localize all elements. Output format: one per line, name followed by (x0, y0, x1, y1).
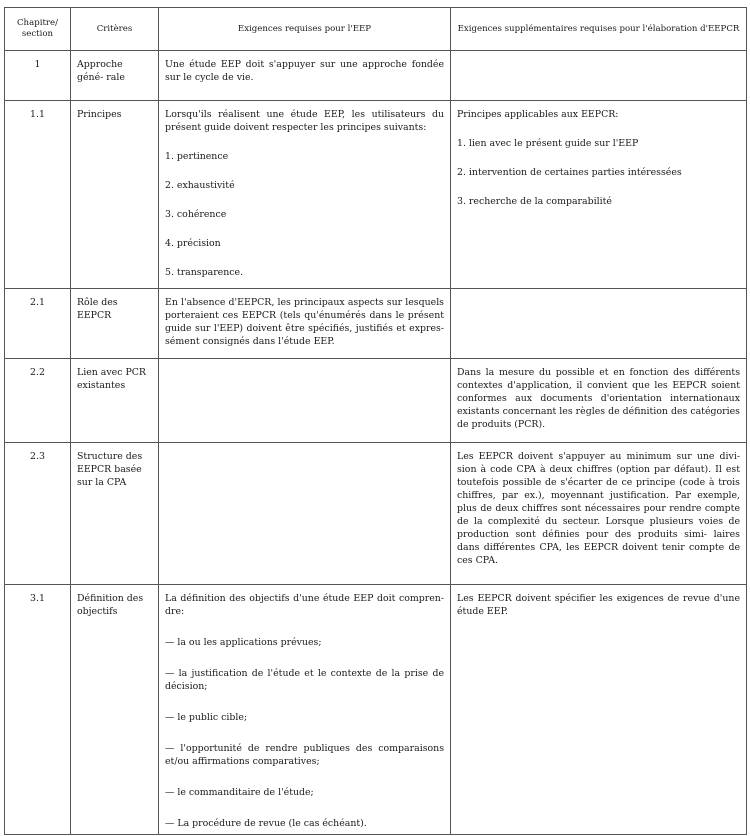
eep-text: Une étude EEP doit s'appuyer sur une approche fondée sur le cycle de vie. (165, 59, 444, 83)
header-eep: Exigences requises pour l'EEP (159, 8, 451, 51)
row-eepcr (451, 289, 747, 359)
list-item: 1. pertinence (165, 151, 229, 162)
row-number: 3.1 (5, 585, 71, 835)
list-item: 3. recherche de la comparabilité (457, 196, 612, 207)
row-eep (159, 51, 451, 101)
eep-text: La définition des objectifs d'une étude EEP doit compren- dre: (165, 593, 444, 617)
row-critere: Approche géné- rale (71, 51, 159, 101)
list-item: — l'opportunité de rendre publiques des comparaisons et/ou affirmations comparatives; (165, 743, 444, 767)
eepcr-text: Les EEPCR doivent s'appuyer au minimum sur une divi- sion à code CPA à deux chiffres (option par défaut). Il est toutefois possible de s'écarter de ce principe (code à trois chiffres, par ex.), moyennant justification. Par exemple, plus de deux chiffres sont nécessaires pour rendre compte de la complexité du secteur. Lorsque plusieurs voies de production sont définies pour des produits simi- laires dans différentes CPA, les EEPCR doivent tenir compte de ces CPA. (457, 451, 740, 566)
list-item: — le public cible; (165, 712, 248, 723)
eep-text: En l'absence d'EEPCR, les principaux aspects sur lesquels porteraient ces EEPCR (tels qu'énumérés dans le présent guide sur l'EEP) doivent être spécifiés, justifiés et expres- sément consignés dans l'étude EEP. (165, 297, 444, 347)
list-item: — la ou les applications prévues; (165, 637, 322, 648)
row-eepcr (451, 51, 747, 101)
row-critere: Principes (71, 101, 159, 289)
row-critere: Lien avec PCR existantes (71, 359, 159, 443)
row-eepcr (451, 101, 747, 289)
list-item: 2. intervention de certaines parties intéressées (457, 167, 682, 178)
row-eepcr (451, 359, 747, 443)
requirements-table (4, 7, 747, 835)
list-item: — le commanditaire de l'étude; (165, 787, 314, 798)
header-eepcr: Exigences supplémentaires requises pour l'élaboration d'EEPCR (451, 8, 747, 51)
table-row (5, 359, 747, 443)
list-item: 4. précision (165, 238, 221, 249)
row-critere: Rôle des EEPCR (71, 289, 159, 359)
eepcr-text: Les EEPCR doivent spécifier les exigences de revue d'une étude EEP. (457, 593, 740, 617)
list-item: 5. transparence. (165, 267, 244, 278)
row-eepcr (451, 443, 747, 585)
list-item: — La procédure de revue (le cas échéant). (165, 818, 367, 829)
table-row (5, 585, 747, 835)
list-item: 2. exhaustivité (165, 180, 235, 191)
table-row (5, 101, 747, 289)
list-item: 1. lien avec le présent guide sur l'EEP (457, 138, 639, 149)
row-critere: Définition des objectifs (71, 585, 159, 835)
row-eep (159, 359, 451, 443)
row-number: 2.1 (5, 289, 71, 359)
list-item: 3. cohérence (165, 209, 227, 220)
row-number: 2.2 (5, 359, 71, 443)
header-criteres: Critères (71, 8, 159, 51)
row-number: 1 (5, 51, 71, 101)
row-eep (159, 443, 451, 585)
eepcr-text: Dans la mesure du possible et en fonction des différents contextes d'application, il convient que les EEPCR soient conformes aux documents d'orientation internationaux existants concernant les règles de définition des catégories de produits (PCR). (457, 367, 740, 430)
table-row (5, 51, 747, 101)
row-eep (159, 101, 451, 289)
row-number: 1.1 (5, 101, 71, 289)
list-item: — la justification de l'étude et le contexte de la prise de décision; (165, 668, 444, 692)
table-row (5, 443, 747, 585)
row-eep (159, 289, 451, 359)
row-eepcr (451, 585, 747, 835)
eepcr-text: Principes applicables aux EEPCR: (457, 109, 619, 120)
row-eep (159, 585, 451, 835)
table-row (5, 289, 747, 359)
row-critere: Structure des EEPCR basée sur la CPA (71, 443, 159, 585)
row-number: 2.3 (5, 443, 71, 585)
eep-text: Lorsqu'ils réalisent une étude EEP, les utilisateurs du présent guide doivent respecter les principes suivants: (165, 109, 444, 133)
table-header-row (5, 8, 747, 51)
header-chapitre: Chapitre/ section (5, 8, 71, 51)
